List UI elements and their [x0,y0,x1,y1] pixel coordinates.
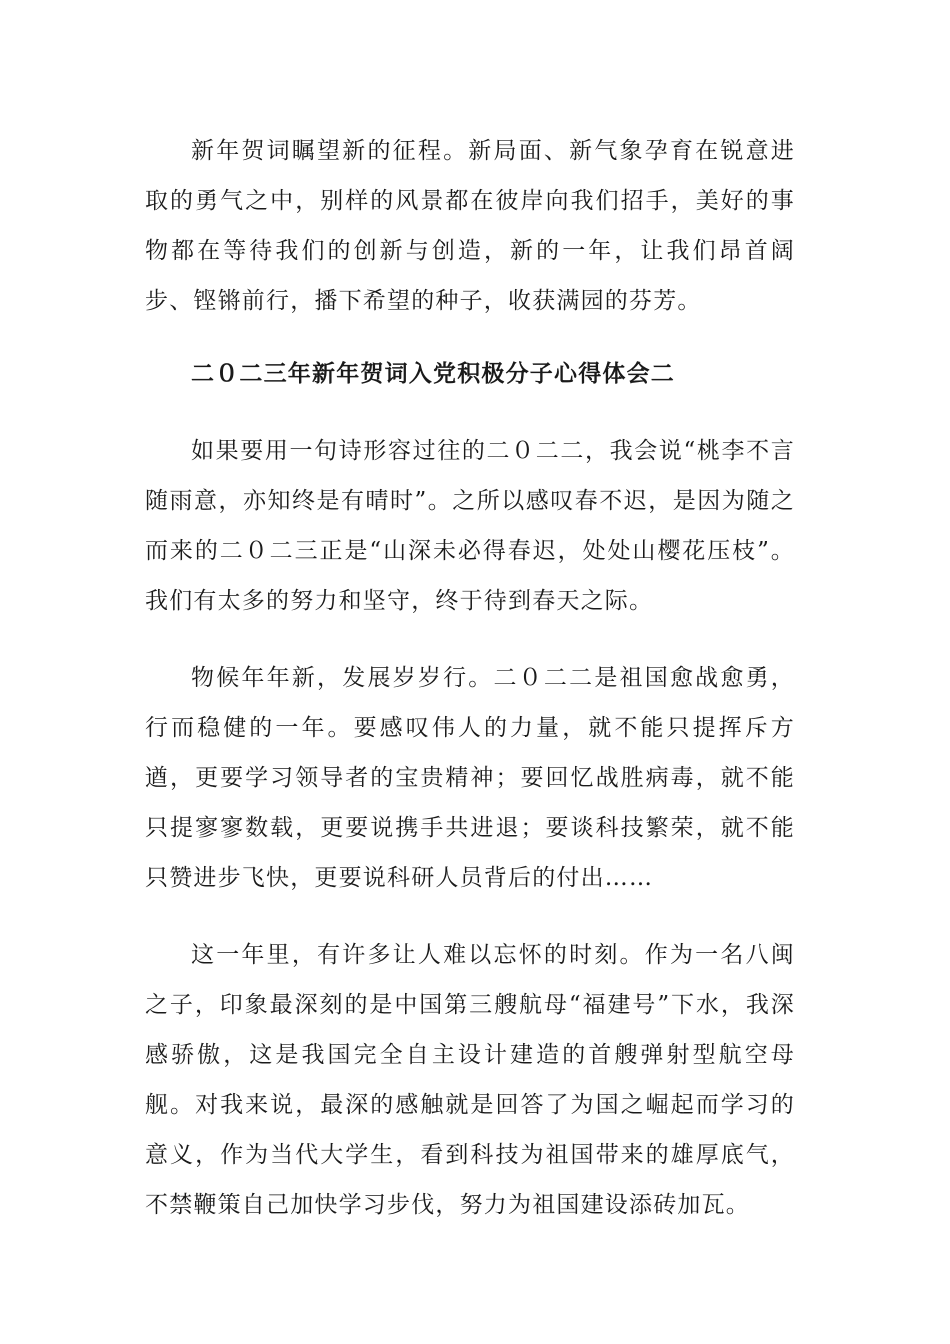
document-body [145,126,795,1230]
paragraph-gap [145,626,795,653]
paragraph-intro: 如果要用一句诗形容过往的二０二二，我会说“桃李不言随雨意，亦知终是有晴时”。之所以感叹春不迟，是因为随之而来的二０二三正是“山深未必得春迟，处处山樱花压枝”。我们有太多的努力和坚守，终于待到春天之际。 [145,438,795,614]
paragraph-development: 物候年年新，发展岁岁行。二０二二是祖国愈战愈勇，行而稳健的一年。要感叹伟人的力量，就不能只提挥斥方遒，更要学习领导者的宝贵精神；要回忆战胜病毒，就不能只提寥寥数载，更要说携手共进退；要谈科技繁荣，就不能只赞进步飞快，更要说科研人员背后的付出…… [145,665,795,891]
section-heading: 二０二三年新年贺词入党积极分子心得体会二 [191,360,675,387]
paragraph-gap [145,903,795,930]
paragraph-memories: 这一年里，有许多让人难以忘怀的时刻。作为一名八闽之子，印象最深刻的是中国第三艘航母“福建号”下水，我深感骄傲，这是我国完全自主设计建造的首艘弹射型航空母舰。对我来说，最深的感触就是回答了为国之崛起而学习的意义，作为当代大学生，看到科技为祖国带来的雄厚底气，不禁鞭策自己加快学习步伐，努力为祖国建设添砖加瓦。 [145,942,795,1218]
paragraph-closing: 新年贺词瞩望新的征程。新局面、新气象孕育在锐意进取的勇气之中，别样的风景都在彼岸向我们招手，美好的事物都在等待我们的创新与创造，新的一年，让我们昂首阔步、铿锵前行，播下希望的种子，收获满园的芬芳。 [145,138,795,314]
